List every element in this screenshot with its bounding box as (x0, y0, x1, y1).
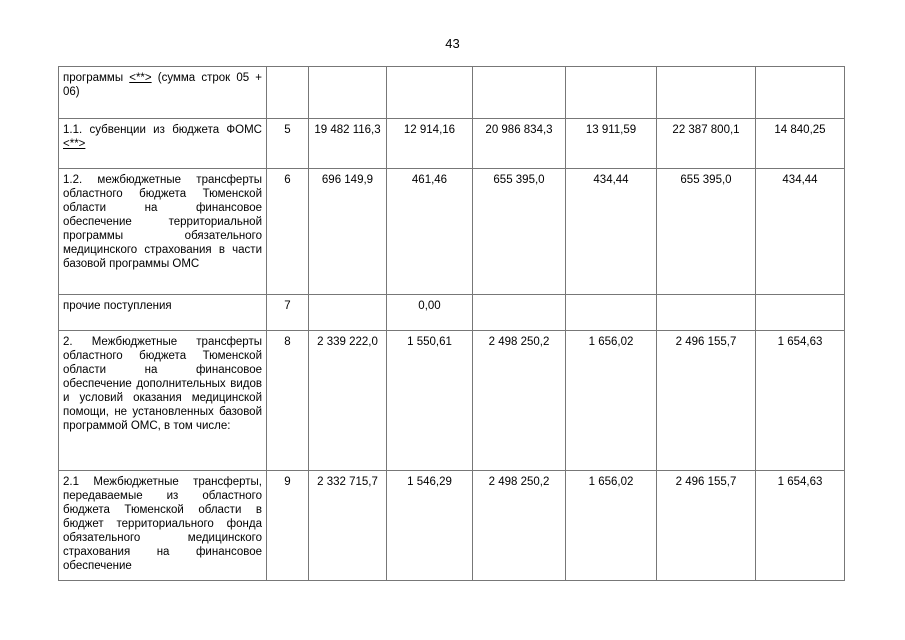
value-cell: 22 387 800,1 (657, 119, 756, 169)
value-cell: 2 496 155,7 (657, 331, 756, 471)
table-row (59, 295, 845, 331)
value-cell (657, 295, 756, 331)
value-cell: 2 339 222,0 (309, 331, 387, 471)
value-cell: 19 482 116,3 (309, 119, 387, 169)
value-cell: 1 656,02 (566, 471, 657, 581)
value-cell: 1 546,29 (387, 471, 473, 581)
value-cell: 1 654,63 (756, 471, 845, 581)
value-cell (566, 295, 657, 331)
row-number: 9 (267, 471, 309, 581)
value-cell (657, 67, 756, 119)
value-cell: 655 395,0 (657, 169, 756, 295)
table-row (59, 67, 845, 119)
value-cell: 2 332 715,7 (309, 471, 387, 581)
page-number: 43 (445, 36, 460, 51)
value-cell: 2 496 155,7 (657, 471, 756, 581)
value-cell (473, 67, 566, 119)
value-cell: 2 498 250,2 (473, 331, 566, 471)
financing-table (58, 66, 845, 581)
value-cell: 1 656,02 (566, 331, 657, 471)
value-cell: 20 986 834,3 (473, 119, 566, 169)
value-cell: 461,46 (387, 169, 473, 295)
row-description: 1.2. межбюджетные трансферты областного бюджета Тюменской области на финансовое обеспечение территориальной программы обязательного медицинского страхования в части базовой программы ОМС (59, 169, 267, 295)
value-cell: 13 911,59 (566, 119, 657, 169)
value-cell (566, 67, 657, 119)
row-number: 7 (267, 295, 309, 331)
row-description: программы <**> (сумма строк 05 + 06) (59, 67, 267, 119)
row-number: 5 (267, 119, 309, 169)
value-cell: 0,00 (387, 295, 473, 331)
row-description: 2.1 Межбюджетные трансферты, передаваемые из областного бюджета Тюменской области в бюджет территориального фонда обязательного медицинского страхования на финансовое обеспечение (59, 471, 267, 581)
value-cell: 14 840,25 (756, 119, 845, 169)
value-cell: 1 550,61 (387, 331, 473, 471)
value-cell (309, 67, 387, 119)
value-cell: 2 498 250,2 (473, 471, 566, 581)
row-description: 2. Межбюджетные трансферты областного бюджета Тюменской области на финансовое обеспечение дополнительных видов и условий оказания медицинской помощи, не установленных базовой программой ОМС, в том числе: (59, 331, 267, 471)
table-row (59, 331, 845, 471)
row-description: прочие поступления (59, 295, 267, 331)
value-cell (309, 295, 387, 331)
table-row (59, 471, 845, 581)
value-cell: 1 654,63 (756, 331, 845, 471)
table-row (59, 119, 845, 169)
value-cell: 12 914,16 (387, 119, 473, 169)
value-cell (387, 67, 473, 119)
value-cell: 655 395,0 (473, 169, 566, 295)
value-cell (756, 295, 845, 331)
row-number (267, 67, 309, 119)
row-description: 1.1. субвенции из бюджета ФОМС <**> (59, 119, 267, 169)
table-row (59, 169, 845, 295)
value-cell: 434,44 (566, 169, 657, 295)
value-cell (473, 295, 566, 331)
value-cell (756, 67, 845, 119)
value-cell: 696 149,9 (309, 169, 387, 295)
footnote-link[interactable]: <**> (129, 72, 152, 84)
row-number: 8 (267, 331, 309, 471)
row-number: 6 (267, 169, 309, 295)
footnote-link[interactable]: <**> (63, 138, 86, 150)
value-cell: 434,44 (756, 169, 845, 295)
